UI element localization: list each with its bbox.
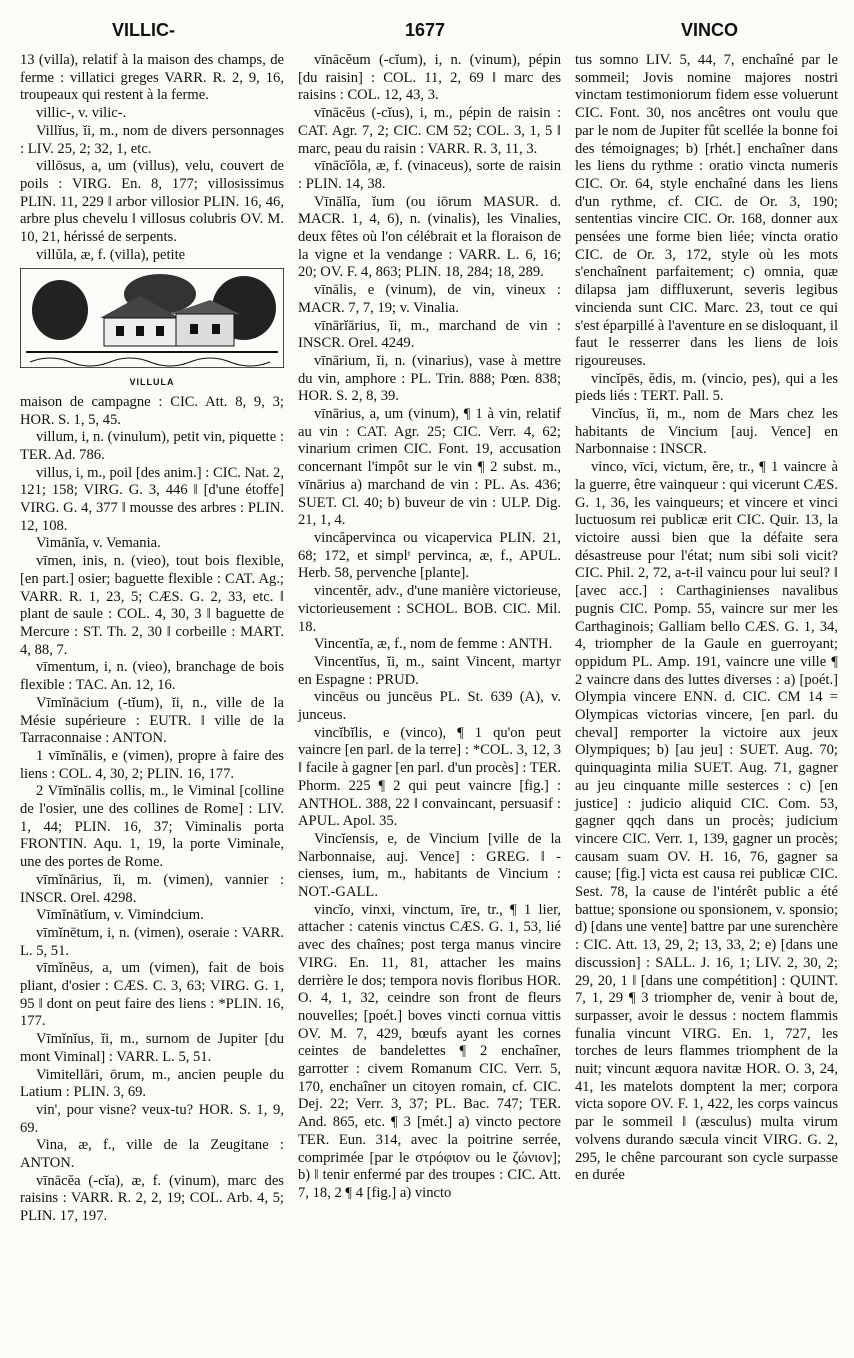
columns <box>20 52 838 1226</box>
dictionary-entry: vīmentum, i, n. (vieo), branchage de bois flexible : TAC. An. 12, 16. <box>20 659 284 694</box>
dictionary-entry: vincăpervinca ou vicapervica PLIN. 21, 68; 172, et simplᵗ pervinca, æ, f., APUL. Herb. 58, pervenche [plante]. <box>298 529 561 582</box>
dictionary-entry: vīnācĭŏla, æ, f. (vinaceus), sorte de raisin : PLIN. 14, 38. <box>298 158 561 192</box>
page-number: 1677 <box>405 20 446 40</box>
figure-caption: VILLULA <box>129 377 175 388</box>
dictionary-entry: vīnārius, a, um (vinum), ¶ 1 à vin, relatif au vin : CAT. Agr. 25; CIC. Verr. 4, 62; vinarium crimen CIC. Font. 19, accusation concernant l'impôt sur le vin ¶ 2 subst. m., vīnārius a) marchand de vin : PL. As. 436; SUET. Cl. 40; b) buveur de vin : ULP. Dig. 21, 1, 4. <box>298 406 561 529</box>
dictionary-entry: 1 vīmĭnālis, e (vimen), propre à faire des liens : COL. 4, 30, 2; PLIN. 16, 177. <box>20 747 284 782</box>
header-left-guideword: VILLIC- <box>112 20 175 40</box>
dictionary-entry: maison de campagne : CIC. Att. 8, 9, 3; HOR. S. 1, 5, 45. <box>20 393 284 428</box>
dictionary-entry: villum, i, n. (vinulum), petit vin, piquette : TER. Ad. 786. <box>20 429 284 463</box>
villula-illustration <box>20 268 284 391</box>
dictionary-entry: Vincĭensis, e, de Vincium [ville de la Narbonnaise, auj. Vence] : GREG. ‖ -cienses, ium, m., habitants de Vincium : NOT.-GALL. <box>298 830 561 901</box>
dictionary-entry: vincĭbĭlis, e (vinco), ¶ 1 qu'on peut vaincre [en parl. de la terre] : *COL. 3, 12, 3 ‖ facile à gagner [en parl. d'un procès] : TER. Phorm. 225 ¶ 2 qui peut vaincre [fig.] : ANTHOL. 388, 22 ‖ convaincant, persuasif : APUL. Apol. 35. <box>298 724 561 830</box>
dictionary-entry: villic-, v. vilic-. <box>36 105 127 122</box>
dictionary-entry: Vīmĭnācium (-tĭum), ĭi, n., ville de la Mésie supérieure : EUTR. ‖ ville de la Tarraconnaise : ANTON. <box>20 694 284 747</box>
dictionary-entry: Vina, æ, f., ville de la Zeugitane : ANTON. <box>20 1137 284 1172</box>
dictionary-entry: vīmĭnārius, ĭi, m. (vimen), vannier : INSCR. Orel. 4298. <box>20 871 284 906</box>
dictionary-entry: vinco, vīci, victum, ĕre, tr., ¶ 1 vaincre à la guerre, être vainqueur : qui vicerunt CÆS. G. 1, 36, les vainqueurs; et vincere et vinci luctuosum rei publicæ erit CIC. Quir. 13, la victoire aussi bien que la défaite sera désastreuse pour l'état; num sibi soli vicit? CIC. Phil. 2, 72, a-t-il vaincu pour lui seul? ‖ [avec acc.] : Carthaginienses navalibus pugnis CIC. Pomp. 55, vaincre sur mer les Carthaginois; Galliam bello CÆS. G. 1, 34, 4, triompher de la Gaule en guerroyant; oppidum PL. Amp. 191, vaincre une ville ¶ 2 vaincre dans des luttes diverses : a) [poét.] Olympia vincere ENN. d. CIC. CM 14 = Olympicas victorias vincere, [en parl. du cheval] remporter la victoire aux jeux Olympiques; b) [au jeu] : SUET. Aug. 70; quinquaginta milia SUET. Aug. 71, gagner au jeu cinquante mille sesterces : c) [en justice] : judicio aliquid CIC. Com. 53, gagner qqch dans un procès; judicium vincere CIC. Verr. 1, 139, gagner un procès; causam suam OV. H. 16, 76, gagner sa cause; [fig.] victa est causa rei publicæ CIC. Sest. 78, la cause de l'intérêt public a été battue; sponsione ou sponsionem, v. sponsio; d) [dans une vente] battre par une surenchère : CIC. Att. 13, 29, 2; 13, 33, 2; e) [dans une discussion] : SALL. J. 16, 1; LIV. 2, 30, 2; 29, 20, 1 ‖ [dans une compétition] : QUINT. 7, 1, 29 ¶ 3 triompher de, venir à bout de, surpasser, avoir le dessus : noctem flammis funalia vincunt VIRG. En. 1, 727, les torches de leurs flammes triomphent de la nuit; vincunt æquora navitæ HOR. O. 3, 24, 41, les matelots domptent la mer; corpora victa sopore OV. F. 1, 422, les corps vaincus par le sommeil ‖ (æsculus) multa virum volvens durando sæcula vincit VIRG. G. 2, 295, le chêne parcourant son cycle surpasse en durée <box>575 459 838 1184</box>
dictionary-entry: vincēus ou juncēus PL. St. 639 (A), v. junceus. <box>298 689 561 724</box>
dictionary-entry: vīnācĕus (-cĭus), i, m., pépin de raisin : CAT. Agr. 7, 2; CIC. CM 52; COL. 3, 1, 5 ‖ marc, peau du raisin : VARR. R. 3, 11, 3. <box>298 105 561 157</box>
header-right-guideword: VINCO <box>680 20 738 40</box>
dictionary-entry: vincĭo, vinxi, vinctum, īre, tr., ¶ 1 lier, attacher : catenis vinctus CÆS. G. 1, 53, lié avec des chaînes; post terga manus vincire VIRG. En. 11, 81, attacher les mains derrière le dos; tempora novis floribus HOR. O. 4, 1, 32, ceindre son front de fleurs nouvelles; [poét.] boves vincti cornua vittis OV. M. 7, 429, bœufs ayant les cornes ceintes de bandelettes ¶ 2 enchaîner, garrotter : civem Romanum CIC. Verr. 5, 170, enchaîner un citoyen romain, cf. CIC. Dej. 22; Verr. 3, 37; PL. Bac. 747; TER. And. 865, etc. ¶ 3 [mét.] a) vincto pectore TER. Eun. 314, avec la poitrine serrée, comprimée [par le στρόφιον ou le ζώνιον]; b) ‖ tenir enfermé par des troupes : CIC. Att. 7, 18, 2 ¶ 4 [fig.] a) vincto <box>298 901 561 1201</box>
dictionary-entry: tus somno LIV. 5, 44, 7, enchaîné par le sommeil; Jovis nomine majores nostri vinctam testimoniorum fidem esse voluerunt CIC. Font. 30, nos ancêtres ont voulu que par le nom de Jupiter fût scellée la bonne foi des témoignages; b) [rhét.] enchaîner dans les liens du rythme : oratio vincta numeris CIC. Or. 64, style enchaîné dans les liens d'un rythme, cf. CIC. de Or. 3, 190; sententias vincire CIC. Or. 168, donner aux pensées une forme bien liée; vincta oratio CIC. de Or. 3, 172, style où les mots s'enchaînent parfaitement; c) omnia, quæ dilapsa jam diffluxerunt, severis legibus vincienda sunt CIC. Marc. 23, tout ce qui s'est éparpillé à l'aventure en se disloquant, il faut le resserrer dans les liens de lois rigoureuses. <box>575 52 839 369</box>
dictionary-entry: Villĭus, ĭi, m., nom de divers personnages : LIV. 25, 2; 32, 1, etc. <box>20 122 284 157</box>
dictionary-entry: Vincĭus, ĭi, m., nom de Mars chez les habitants de Vincium [auj. Vence] en Narbonnaise : INSCR. <box>575 406 838 458</box>
dictionary-entry: vīnārium, ĭi, n. (vinarius), vase à mettre du vin, amphore : PL. Trin. 888; Pœn. 838; HOR. S. 2, 8, 39. <box>298 352 561 405</box>
dictionary-entry: vīnācĕa (-cĭa), æ, f. (vinum), marc des raisins : VARR. R. 2, 2, 19; COL. Arb. 4, 5; PLIN. 17, 197. <box>20 1172 284 1225</box>
dictionary-entry: Vīmĭnĭus, ĭi, m., surnom de Jupiter [du mont Viminal] : VARR. L. 5, 51. <box>20 1031 284 1065</box>
column-2 <box>298 52 561 1226</box>
dictionary-entry: vīnārĭārius, ĭi, m., marchand de vin : INSCR. Orel. 4249. <box>298 317 561 352</box>
dictionary-entry: vincĭpēs, ĕdis, m. (vincio, pes), qui a les pieds liés : TERT. Pall. 5. <box>575 370 838 405</box>
dictionary-entry: Vincentĭus, ĭi, m., saint Vincent, martyr en Espagne : PRUD. <box>298 653 561 688</box>
dictionary-entry: vīmĭnētum, i, n. (vimen), oseraie : VARR. L. 5, 51. <box>20 924 284 959</box>
dictionary-entry: vincentĕr, adv., d'une manière victorieuse, victorieusement : SCHOL. BOB. CIC. Mil. 18. <box>298 583 561 635</box>
house-illustration-image <box>20 268 284 368</box>
dictionary-entry: vīnācĕum (-cĭum), i, n. (vinum), pépin [du raisin] : COL. 11, 2, 69 ‖ marc des raisins : COL. 12, 43, 3. <box>298 52 561 104</box>
page-header <box>20 14 838 52</box>
dictionary-entry: vīmĭnĕus, a, um (vimen), fait de bois pliant, d'osier : CÆS. C. 3, 63; VIRG. G. 1, 95 ‖ dont on peut faire des liens : *PLIN. 16, 177. <box>20 960 284 1030</box>
dictionary-entry: vīnālis, e (vinum), de vin, vineux : MACR. 7, 7, 19; v. Vinalia. <box>298 282 561 316</box>
dictionary-entry: Vincentĭa, æ, f., nom de femme : ANTH. <box>314 636 553 653</box>
dictionary-entry: Vīmĭnātĭum, v. Vimindcium. <box>36 907 204 924</box>
dictionary-entry: Vimitellāri, ōrum, m., ancien peuple du Latium : PLIN. 3, 69. <box>20 1066 284 1101</box>
column-3 <box>575 52 838 1226</box>
dictionary-entry: Vimānĭa, v. Vemania. <box>36 535 161 552</box>
dictionary-entry: vin', pour visne? veux-tu? HOR. S. 1, 9, 69. <box>20 1101 284 1136</box>
column-1 <box>20 52 284 1226</box>
dictionary-entry: villŭla, æ, f. (villa), petite <box>36 246 186 263</box>
dictionary-entry: villus, i, m., poil [des anim.] : CIC. Nat. 2, 121; 158; VIRG. G. 3, 446 ‖ [d'une étoffe] VIRG. G. 4, 377 ‖ mousse des arbres : PLIN. 12, 108. <box>20 464 284 534</box>
dictionary-entry: 13 (villa), relatif à la maison des champs, de ferme : villatici greges VARR. R. 2, 9, 16, troupeaux qui restent à la ferme. <box>20 52 284 104</box>
dictionary-entry: Vīnālĭa, ĭum (ou iōrum MASUR. d. MACR. 1, 4, 6), n. (vinalis), les Vinalies, deux fêtes où l'on célébrait et la floraison de la vigne et la vendange : VARR. L. 6, 16; 20; OV. F. 4, 863; PLIN. 18, 284; 18, 289. <box>298 193 561 281</box>
dictionary-entry: villōsus, a, um (villus), velu, couvert de poils : VIRG. En. 8, 177; villosissimus PLIN. 11, 229 ‖ arbor villosior PLIN. 16, 46, arbre plus chevelu ‖ villosus colubris OV. M. 10, 21, hérissé de serpents. <box>20 158 284 246</box>
dictionary-entry: 2 Vīmĭnālis collis, m., le Viminal [colline de l'osier, une des collines de Rome] : LIV. 1, 44; PLIN. 16, 37; Viminalis porta FRONTIN. Aqu. 1, 19, la porte Viminale, une des portes de Rome. <box>20 783 284 871</box>
dictionary-entry: vīmen, inis, n. (vieo), tout bois flexible, [en part.] osier; baguette flexible : CAT. Ag.; VARR. R. 1, 23, 5; CÆS. G. 2, 33, etc. ‖ plant de saule : COL. 4, 30, 3 ‖ baguette de Mercure : ST. Th. 2, 30 ‖ corbeille : MART. 4, 88, 7. <box>20 553 284 658</box>
